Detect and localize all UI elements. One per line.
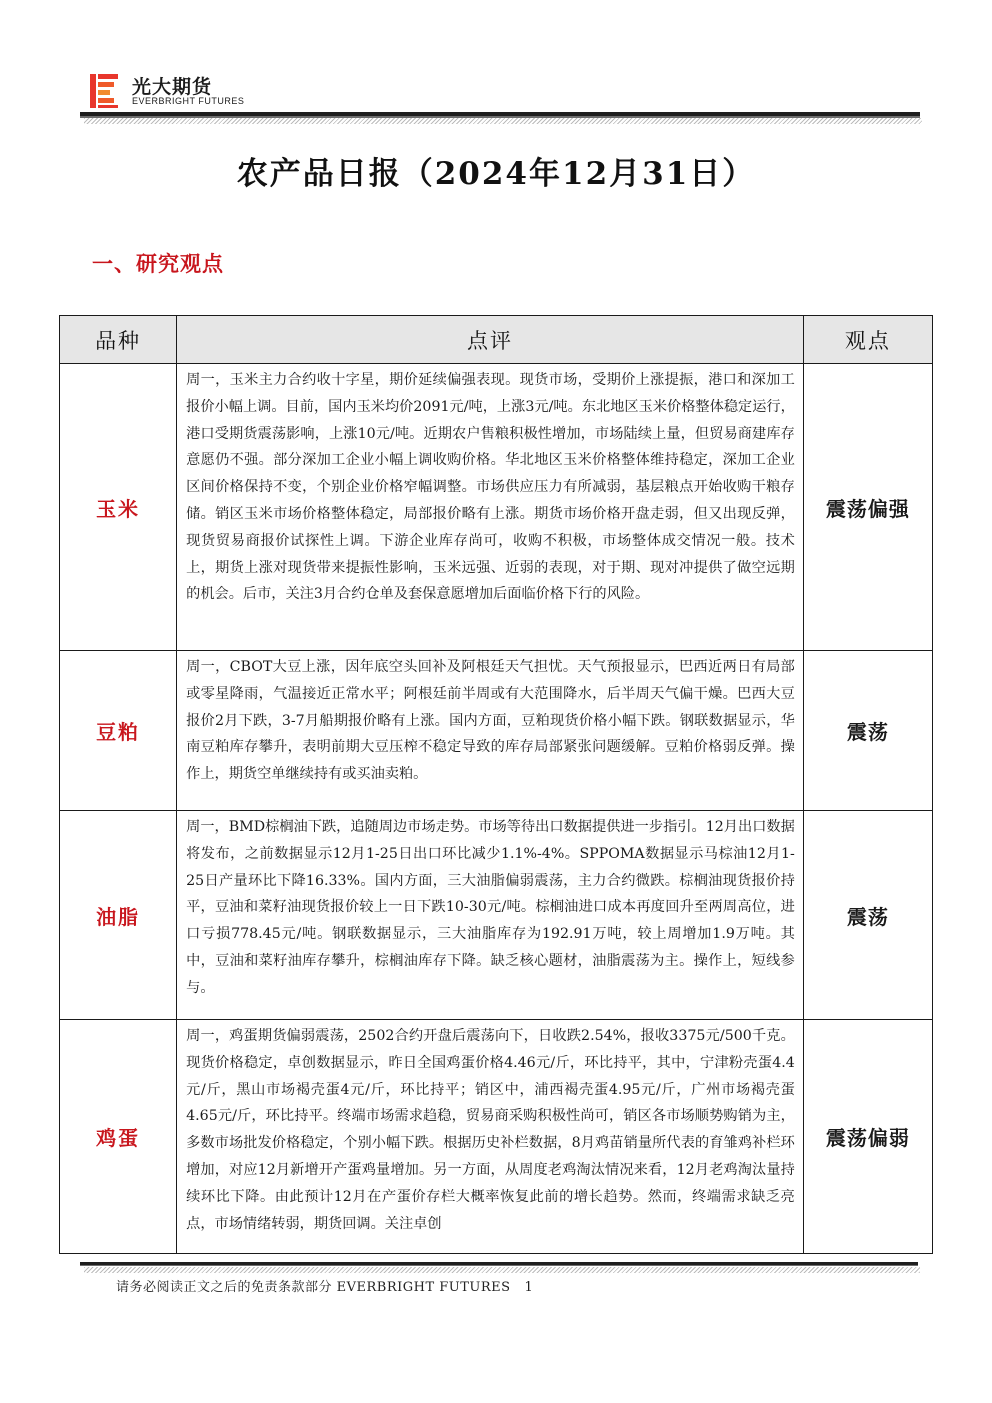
- logo-text-en: EVERBRIGHT FUTURES: [132, 96, 245, 106]
- variety-cell: 豆粕: [60, 651, 177, 811]
- footer-disclaimer-text: 请务必阅读正文之后的免责条款部分 EVERBRIGHT FUTURES: [116, 1280, 511, 1295]
- variety-cell: 鸡蛋: [60, 1020, 177, 1254]
- header-variety: 品种: [60, 316, 177, 364]
- document-title: 农产品日报（2024年12月31日）: [236, 156, 756, 192]
- table-row: [60, 364, 933, 651]
- section-heading: 一、研究观点: [92, 251, 224, 276]
- comment-cell: 周一，BMD棕榈油下跌，追随周边市场走势。市场等待出口数据提供进一步指引。12月出口数据将发布，之前数据显示12月1-25日出口环比减少1.1%-4%。SPPOMA数据显示马棕油12月1-25日产量环比下降16.33%。国内方面，三大油脂偏弱震荡，主力合约微跌。棕榈油现货报价持平，豆油和菜籽油现货报价较上一日下跌10-30元/吨。棕榈油进口成本再度回升至两周高位，进口亏损778.45元/吨。钢联数据显示，三大油脂库存为192.91万吨，较上周增加1.9万吨。其中，豆油和菜籽油库存攀升，棕榈油库存下降。缺乏核心题材，油脂震荡为主。操作上，短线参与。: [177, 811, 804, 1020]
- everbright-logo-icon: [88, 72, 128, 112]
- variety-cell: 油脂: [60, 811, 177, 1020]
- view-cell: 震荡偏强: [803, 364, 932, 651]
- table-header-row: [60, 316, 933, 364]
- header-divider-shadow: [84, 118, 922, 124]
- view-cell: 震荡: [803, 811, 932, 1020]
- view-cell: 震荡偏弱: [803, 1020, 932, 1254]
- view-cell: 震荡: [803, 651, 932, 811]
- table-row: [60, 651, 933, 811]
- header-comment: 点评: [177, 316, 804, 364]
- variety-cell: 玉米: [60, 364, 177, 651]
- header-view: 观点: [803, 316, 932, 364]
- research-view-table: [59, 315, 933, 1254]
- page-header: [80, 68, 920, 128]
- table-row: [60, 1020, 933, 1254]
- page-number: 1: [524, 1280, 534, 1295]
- comment-cell: 周一，CBOT大豆上涨，因年底空头回补及阿根廷天气担忧。天气预报显示，巴西近两日有局部或零星降雨，气温接近正常水平；阿根廷前半周或有大范围降水，后半周天气偏干燥。巴西大豆报价2月下跌，3-7月船期报价略有上涨。国内方面，豆粕现货价格小幅下跌。钢联数据显示，华南豆粕库存攀升，表明前期大豆压榨不稳定导致的库存局部紧张问题缓解。豆粕价格弱反弹。操作上，期货空单继续持有或买油卖粕。: [177, 651, 804, 811]
- footer-disclaimer: [116, 1276, 533, 1295]
- footer-divider: [80, 1262, 918, 1266]
- comment-cell: 周一，玉米主力合约收十字星，期价延续偏强表现。现货市场，受期价上涨提振，港口和深加工报价小幅上调。目前，国内玉米均价2091元/吨，上涨3元/吨。东北地区玉米价格整体稳定运行，港口受期货震荡影响，上涨10元/吨。近期农户售粮积极性增加，市场陆续上量，但贸易商建库存意愿仍不强。部分深加工企业小幅上调收购价格。华北地区玉米价格整体维持稳定，深加工企业区间价格保持不变，个别企业价格窄幅调整。市场供应压力有所减弱，基层粮点开始收购干粮存储。销区玉米市场价格整体稳定，局部报价略有上涨。期货市场价格开盘走弱，但又出现反弹，现货贸易商报价试探性上调。下游企业库存尚可，收购不积极，市场整体成交情况一般。技术上，期货上涨对现货带来提振性影响，玉米远强、近弱的表现，对于期、现对冲提供了做空远期的机会。后市，关注3月合约仓单及套保意愿增加后面临价格下行的风险。: [177, 364, 804, 651]
- table-row: [60, 811, 933, 1020]
- logo-text-cn: 光大期货: [132, 76, 213, 98]
- comment-cell: 周一，鸡蛋期货偏弱震荡，2502合约开盘后震荡向下，日收跌2.54%，报收3375元/500千克。现货价格稳定，卓创数据显示，昨日全国鸡蛋价格4.46元/斤，环比持平，其中，宁津粉壳蛋4.4元/斤，黑山市场褐壳蛋4元/斤，环比持平；销区中，浦西褐壳蛋4.95元/斤，广州市场褐壳蛋4.65元/斤，环比持平。终端市场需求趋稳，贸易商采购积极性尚可，销区各市场顺势购销为主，多数市场批发价格稳定，个别小幅下跌。根据历史补栏数据，8月鸡苗销量所代表的育雏鸡补栏环增加，对应12月新增开产蛋鸡量增加。另一方面，从周度老鸡淘汰情况来看，12月老鸡淘汰量持续环比下降。由此预计12月在产蛋价存栏大概率恢复此前的增长趋势。然而，终端需求缺乏亮点，市场情绪转弱，期货回调。关注卓创: [177, 1020, 804, 1254]
- footer-divider-shadow: [84, 1267, 920, 1273]
